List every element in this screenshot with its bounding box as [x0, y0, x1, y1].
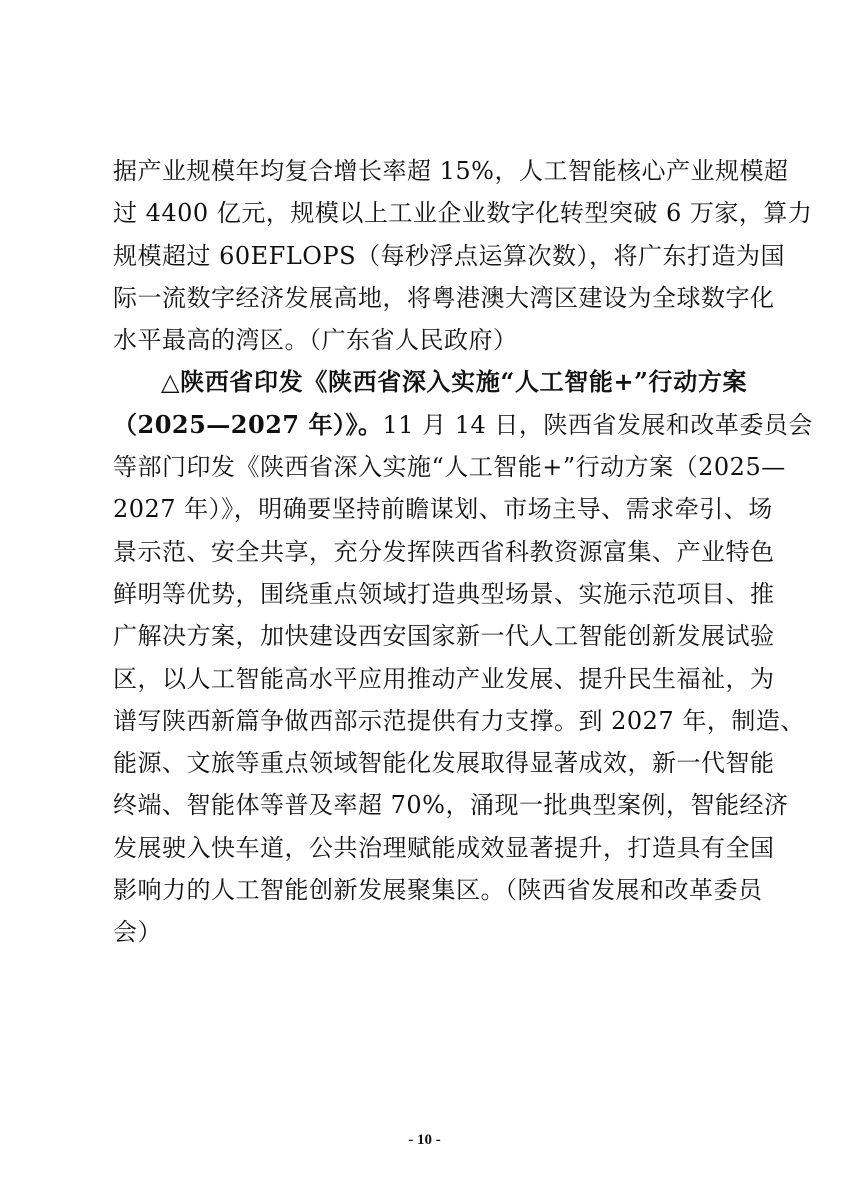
text-line: 规模超过 60EFLOPS（每秒浮点运算次数），将广东打造为国 — [113, 241, 786, 270]
paragraph-guangdong — [113, 150, 813, 361]
text-line: 能源、文旅等重点领域智能化发展取得显著成效，新一代智能 — [113, 749, 775, 778]
text-line: 鲜明等优势，围绕重点领域打造典型场景、实施示范项目、推 — [113, 579, 775, 608]
body-text — [113, 150, 813, 954]
paragraph-heading: △陕西省印发《陕西省深入实施“人工智能+”行动方案 — [161, 367, 747, 397]
text-line: 际一流数字经济发展高地，将粤港澳大湾区建设为全球数字化 — [113, 283, 775, 312]
paragraph-shaanxi — [113, 361, 813, 953]
text-line: 区，以人工智能高水平应用推动产业发展、提升民生福祉，为 — [113, 664, 775, 693]
text-line: 谱写陕西新篇争做西部示范提供有力支撑。到 2027 年，制造、 — [113, 706, 805, 735]
text-line — [113, 404, 813, 446]
text-line: 2027 年）》，明确要坚持前瞻谋划、市场主导、需求牵引、场 — [113, 495, 773, 524]
text-line: 发展驶入快车道，公共治理赋能成效显著提升，打造具有全国 — [113, 833, 775, 862]
text-line-rest: 11 月 14 日，陕西省发展和改革委员会 — [382, 410, 813, 439]
page-number: - 10 - — [408, 1132, 441, 1148]
text-line: 过 4400 亿元，规模以上工业企业数字化转型突破 6 万家，算力 — [113, 199, 813, 228]
text-line: 影响力的人工智能创新发展聚集区。（陕西省发展和改革委员 — [113, 876, 763, 905]
text-line: 景示范、安全共享，充分发挥陕西省科教资源富集、产业特色 — [113, 537, 775, 566]
paragraph-heading-end: （2025—2027 年）》。 — [113, 409, 383, 439]
text-line: 水平最高的湾区。（广东省人民政府） — [113, 326, 518, 355]
text-line: 终端、智能体等普及率超 70%，涌现一批典型案例，智能经济 — [113, 791, 789, 820]
text-line: 广解决方案，加快建设西安国家新一代人工智能创新发展试验 — [113, 622, 775, 651]
text-line: 等部门印发《陕西省深入实施“人工智能+”行动方案（2025— — [113, 453, 786, 482]
text-line: 据产业规模年均复合增长率超 15%，人工智能核心产业规模超 — [113, 157, 789, 185]
text-line: 会） — [113, 918, 162, 947]
